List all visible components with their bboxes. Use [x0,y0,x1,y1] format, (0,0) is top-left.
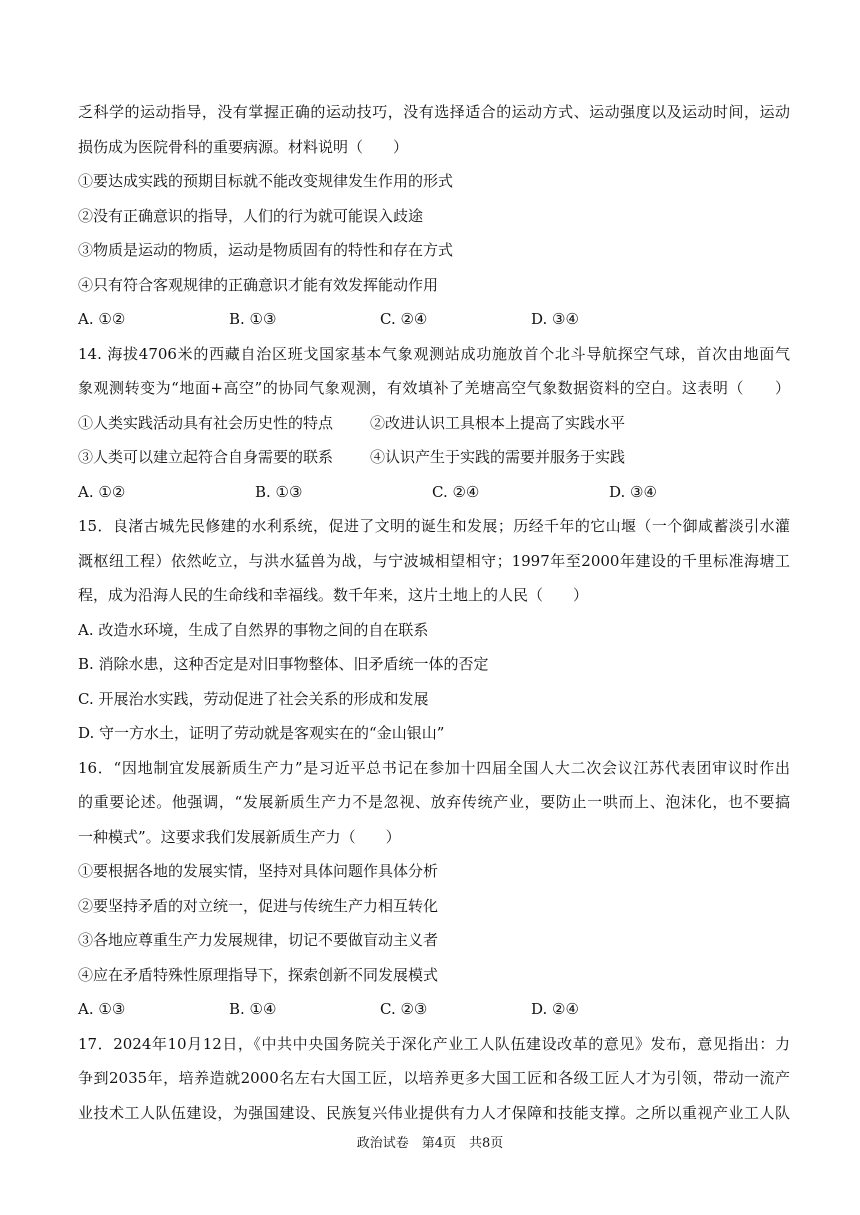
statement: ③物质是运动的物质，运动是物质固有的特性和存在方式 [78,241,454,259]
question-14-stem: 象观测转变为“地面+高空”的协同气象观测，有效填补了羌塘高空气象数据资料的空白。这表明（ ） [78,379,790,397]
statement: ④应在矛盾特殊性原理指导下，探索创新不同发展模式 [78,966,439,984]
q16-option-d: D. ②④ [531,1000,579,1018]
q13-option-a: A. ①② [78,310,126,328]
q16-option-a: A. ①③ [78,1000,126,1018]
question-17-stem: 业技术工人队伍建设，为强国建设、民族复兴伟业提供有力人才保障和技能支撑。之所以重视产业工人队 [78,1104,790,1122]
statement: ②没有正确意识的指导，人们的行为就可能误入歧途 [78,207,424,225]
q14-statement-2: ②改进认识工具根本上提高了实践水平 [370,414,626,432]
q13-option-c: C. ②④ [380,310,428,328]
question-17-stem: 17．2024年10月12日，《中共中央国务院关于深化产业工人队伍建设改革的意见》发布，意见指出：力 [78,1035,790,1053]
question-17-stem: 争到2035年，培养造就2000名左右大国工匠，以培养更多大国工匠和各级工匠人才为引领，带动一流产 [78,1069,790,1087]
statement: ③各地应尊重生产力发展规律，切记不要做盲动主义者 [78,931,439,949]
q14-option-d: D. ③④ [609,483,657,501]
q15-option-c: C. 开展治水实践，劳动促进了社会关系的形成和发展 [78,690,429,708]
q14-statement-1: ①人类实践活动具有社会历史性的特点 [78,414,334,432]
q16-option-c: C. ②③ [380,1000,428,1018]
q14-option-c: C. ②④ [432,483,480,501]
q14-option-b: B. ①③ [255,483,303,501]
statement: ②要坚持矛盾的对立统一，促进与传统生产力相互转化 [78,897,439,915]
statement: ①要达成实践的预期目标就不能改变规律发生作用的形式 [78,172,454,190]
question-16-stem: 一种模式”。这要求我们发展新质生产力（ ） [78,828,401,846]
statement: ④只有符合客观规律的正确意识才能有效发挥能动作用 [78,276,439,294]
statement: ①要根据各地的发展实情，坚持对具体问题作具体分析 [78,862,439,880]
q15-option-a: A. 改造水环境，生成了自然界的事物之间的自在联系 [78,621,429,639]
q13-option-b: B. ①③ [229,310,277,328]
question-15-stem: 15．良渚古城先民修建的水利系统，促进了文明的诞生和发展；历经千年的它山堰（一个御咸蓄淡引水灌 [78,517,790,535]
text-line: 损伤成为医院骨科的重要病源。材料说明（ ） [78,138,409,156]
q14-statement-4: ④认识产生于实践的需要并服务于实践 [370,448,626,466]
text-line: 乏科学的运动指导，没有掌握正确的运动技巧，没有选择适合的运动方式、运动强度以及运动时间，运动 [78,103,790,121]
question-16-stem: 的重要论述。他强调，“发展新质生产力不是忽视、放弃传统产业，要防止一哄而上、泡沫化，也不要搞 [78,793,790,811]
q16-option-b: B. ①④ [229,1000,277,1018]
question-14-stem: 14. 海拔4706米的西藏自治区班戈国家基本气象观测站成功施放首个北斗导航探空气球，首次由地面气 [78,345,790,363]
q13-option-d: D. ③④ [531,310,579,328]
question-15-stem: 溉枢纽工程）依然屹立，与洪水猛兽为战，与宁波城相望相守；1997年至2000年建设的千里标准海塘工 [78,552,790,570]
question-16-stem: 16．“因地制宜发展新质生产力”是习近平总书记在参加十四届全国人大二次会议江苏代表团审议时作出 [78,759,790,777]
q15-option-d: D. 守一方水土，证明了劳动就是客观实在的“金山银山” [78,724,445,742]
question-15-stem: 程，成为沿海人民的生命线和幸福线。数千年来，这片土地上的人民（ ） [78,586,589,604]
q15-option-b: B. 消除水患，这种否定是对旧事物整体、旧矛盾统一体的否定 [78,655,489,673]
q14-option-a: A. ①② [78,483,126,501]
page-footer: 政治试卷 第4页 共8页 [356,1136,504,1151]
q14-statement-3: ③人类可以建立起符合自身需要的联系 [78,448,334,466]
